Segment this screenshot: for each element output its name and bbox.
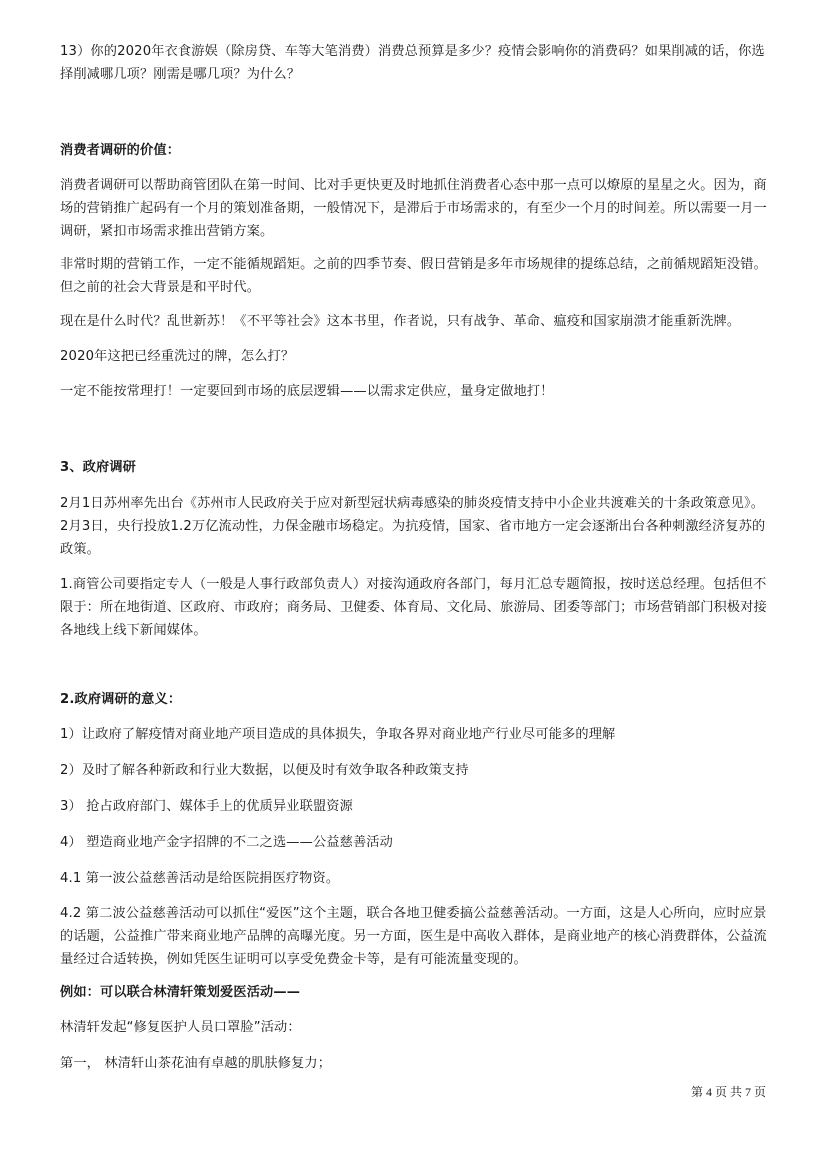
gov-research-para-1: 2月1日苏州率先出台《苏州市人民政府关于应对新型冠状病毒感染的肺炎疫情支持中小企业共渡难关的十条政策意见》。2月3日，央行投放1.2万亿流动性，力保金融市场稳定。为抗疫情，国家、省市地方一定会逐渐出台各种刺激经济复苏的政策。 [60,496,766,557]
consumer-research-para-5: 一定不能按常理打！一定要回到市场的底层逻辑——以需求定供应，量身定做地打！ [60,384,554,399]
gov-research-para-2: 1.商管公司要指定专人（一般是人事行政部负责人）对接沟通政府各部门，每月汇总专题简报，按时送总经理。包括但不限于：所在地街道、区政府、市政府；商务局、卫健委、体育局、文化局、旅游局、团委等部门；市场营销部门积极对接各地线上线下新闻媒体。 [60,577,767,638]
question-13: 13）你的2020年衣食游娱（除房贷、车等大笔消费）消费总预算是多少？疫情会影响你的消费码？如果削减的话，你选择削减哪几项？刚需是哪几项？为什么？ [60,44,765,82]
gov-research-heading: 3、政府调研 [60,460,137,475]
significance-item-3: 3） 抢占政府部门、媒体手上的优质异业联盟资源 [60,799,353,814]
consumer-research-para-4: 2020年这把已经重洗过的牌，怎么打？ [60,349,295,364]
example-heading: 例如：可以联合林清轩策划爱医活动—— [60,985,301,1000]
consumer-research-para-2: 非常时期的营销工作，一定不能循规蹈矩。之前的四季节奏、假日营销是多年市场规律的提练总结，之前循规蹈矩没错。但之前的社会大背景是和平时代。 [60,257,767,295]
page-number: 第 4 页 共 7 页 [690,1085,766,1099]
significance-item-4: 4） 塑造商业地产金字招牌的不二之选——公益慈善活动 [60,835,393,850]
example-para-1: 林清轩发起“修复医护人员口罩脸”活动： [60,1020,301,1035]
consumer-research-para-1: 消费者调研可以帮助商管团队在第一时间、比对手更快更及时地抓住消费者心态中那一点可以燎原的星星之火。因为，商场的营销推广起码有一个月的策划准备期，一般情况下，是滞后于市场需求的，有至少一个月的时间差。所以需要一月一调研，紧扣市场需求推出营销方案。 [60,178,767,239]
significance-heading: 2.政府调研的意义： [60,692,182,707]
significance-para-4-2: 4.2 第二波公益慈善活动可以抓住“爱医”这个主题，联合各地卫健委搞公益慈善活动。一方面，这是人心所向，应时应景的话题，公益推广带来商业地产品牌的高曝光度。另一方面，医生是中高收入群体，是商业地产的核心消费群体，公益流量经过合适转换，例如凭医生证明可以享受免费金卡等，是有可能流量变现的。 [60,906,767,967]
significance-para-4-1: 4.1 第一波公益慈善活动是给医院捐医疗物资。 [60,871,340,886]
significance-item-2: 2）及时了解各种新政和行业大数据，以便及时有效争取各种政策支持 [60,763,469,778]
consumer-research-para-3: 现在是什么时代？乱世新苏！《不平等社会》这本书里，作者说，只有战争、革命、瘟疫和国家崩溃才能重新洗牌。 [60,314,741,329]
example-para-2: 第一， 林清轩山茶花油有卓越的肌肤修复力； [60,1056,332,1071]
significance-item-1: 1）让政府了解疫情对商业地产项目造成的具体损失，争取各界对商业地产行业尽可能多的理解 [60,727,616,742]
consumer-research-heading: 消费者调研的价值： [60,143,181,158]
